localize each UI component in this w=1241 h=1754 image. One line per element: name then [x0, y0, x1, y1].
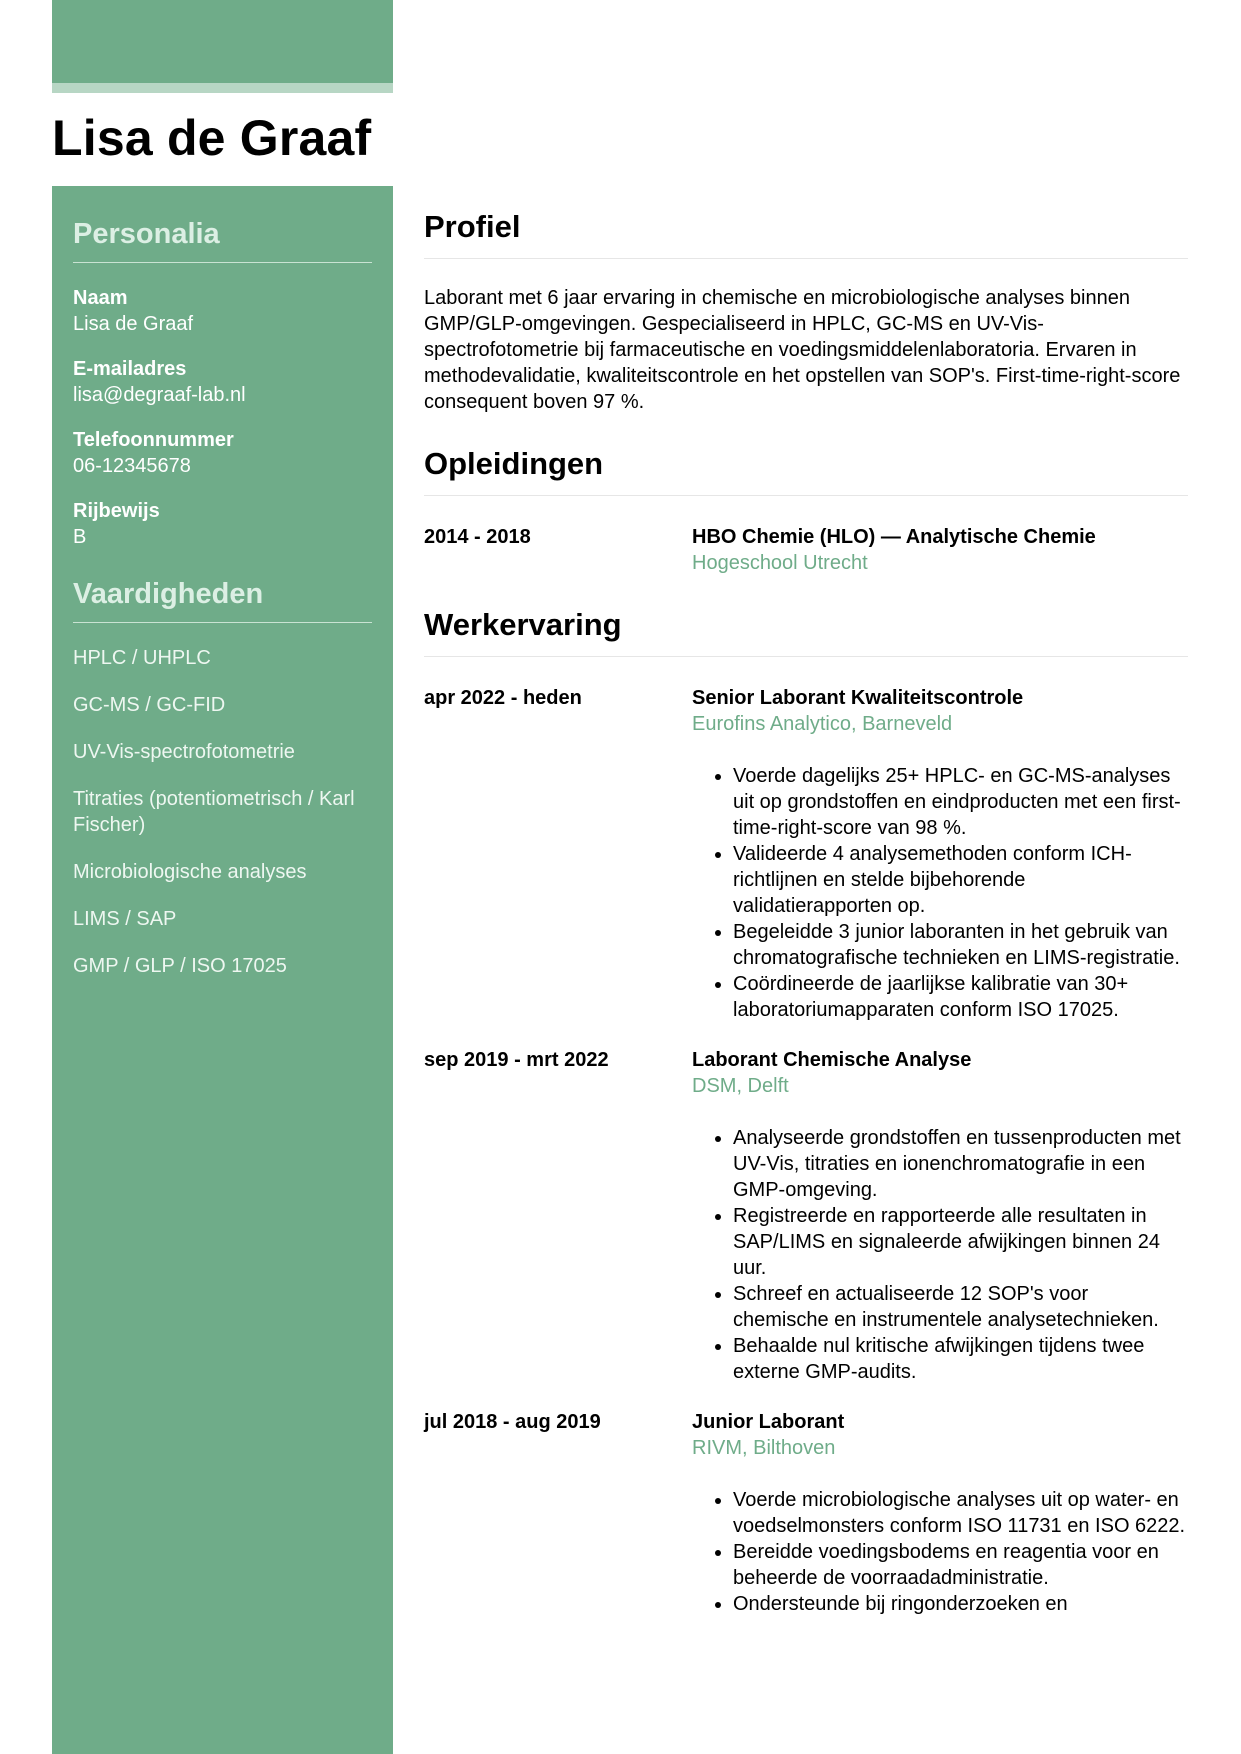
- personalia-item-telefoon: [73, 427, 372, 479]
- page-title: Lisa de Graaf: [52, 110, 372, 166]
- skill-item: HPLC / UHPLC: [73, 647, 211, 669]
- profile-section: [424, 208, 1188, 415]
- personalia-label: Naam: [73, 287, 128, 309]
- personalia-value: B: [73, 526, 87, 548]
- education-heading: Opleidingen: [424, 445, 1188, 496]
- personalia-value: Lisa de Graaf: [73, 313, 194, 335]
- sidebar-header-stripe: [52, 83, 393, 93]
- personalia-item-rijbewijs: [73, 498, 372, 550]
- entry-school: Hogeschool Utrecht: [692, 552, 868, 574]
- work-heading: Werkervaring: [424, 606, 1188, 657]
- entry-body: [692, 1409, 1188, 1617]
- sidebar-header-block: [52, 0, 393, 83]
- bullet-item: • Ondersteunde bij ringonderzoeken en: [733, 1591, 1188, 1617]
- personalia-list: [73, 285, 372, 550]
- bullet-item: • Analyseerde grondstoffen en tussenproducten met UV-Vis, titraties en ionenchromatografie in een GMP-omgeving.: [733, 1125, 1188, 1203]
- work-section: [424, 606, 1188, 1617]
- education-section: [424, 445, 1188, 576]
- work-entry: [424, 685, 1188, 1023]
- skills-list: [73, 645, 372, 979]
- profile-heading: Profiel: [424, 208, 1188, 259]
- entry-title: Laborant Chemische Analyse: [692, 1049, 972, 1071]
- bullet-item: • Begeleidde 3 junior laboranten in het gebruik van chromatografische technieken en LIMS-registratie.: [733, 919, 1188, 971]
- entry-body: [692, 685, 1188, 1023]
- entry-dates: apr 2022 - heden: [424, 687, 582, 709]
- skill-item: GC-MS / GC-FID: [73, 694, 226, 716]
- bullet-item: • Valideerde 4 analysemethoden conform ICH-richtlijnen en stelde bijbehorende validatierapporten op.: [733, 841, 1188, 919]
- entry-title: Senior Laborant Kwaliteitscontrole: [692, 687, 1024, 709]
- personalia-item-naam: [73, 285, 372, 337]
- personalia-label: Telefoonnummer: [73, 429, 234, 451]
- bullet-list: [692, 763, 1188, 1023]
- skill-item: Microbiologische analyses: [73, 861, 307, 883]
- skill-item: Titraties (potentiometrisch / Karl Fischer): [73, 788, 355, 836]
- work-entry: [424, 1047, 1188, 1385]
- work-entry: [424, 1409, 1188, 1617]
- bullet-item: • Voerde microbiologische analyses uit op water- en voedselmonsters conform ISO 11731 en ISO 6222.: [733, 1487, 1188, 1539]
- entry-company: Eurofins Analytico, Barneveld: [692, 713, 953, 735]
- personalia-value: lisa@degraaf-lab.nl: [73, 384, 246, 406]
- personalia-heading: Personalia: [73, 216, 372, 263]
- personalia-value: 06-12345678: [73, 455, 191, 477]
- skills-heading: Vaardigheden: [73, 576, 372, 623]
- main-content: [424, 208, 1188, 1617]
- skill-item: GMP / GLP / ISO 17025: [73, 955, 287, 977]
- entry-title: HBO Chemie (HLO) — Analytische Chemie: [692, 526, 1096, 548]
- bullet-list: [692, 1487, 1188, 1617]
- bullet-item: • Coördineerde de jaarlijkse kalibratie van 30+ laboratoriumapparaten conform ISO 17025.: [733, 971, 1188, 1023]
- personalia-label: Rijbewijs: [73, 500, 160, 522]
- bullet-list: [692, 1125, 1188, 1385]
- entry-dates: sep 2019 - mrt 2022: [424, 1049, 609, 1071]
- bullet-item: • Registreerde en rapporteerde alle resultaten in SAP/LIMS en signaleerde afwijkingen binnen 24 uur.: [733, 1203, 1188, 1281]
- entry-company: RIVM, Bilthoven: [692, 1437, 836, 1459]
- skill-item: LIMS / SAP: [73, 908, 177, 930]
- entry-dates: 2014 - 2018: [424, 526, 531, 548]
- bullet-item: • Voerde dagelijks 25+ HPLC- en GC-MS-analyses uit op grondstoffen en eindproducten met een first-time-right-score van 98 %.: [733, 763, 1188, 841]
- entry-dates: jul 2018 - aug 2019: [424, 1411, 601, 1433]
- sidebar: [52, 186, 393, 1754]
- entry-title: Junior Laborant: [692, 1411, 845, 1433]
- entry-body: [692, 524, 1188, 576]
- profile-text: Laborant met 6 jaar ervaring in chemische en microbiologische analyses binnen GMP/GLP-omgevingen. Gespecialiseerd in HPLC, GC-MS en UV-Vis-spectrofotometrie bij farmaceutische en voedingsmiddelenlaboratoria. Ervaren in methodevalidatie, kwaliteitscontrole en het opstellen van SOP's. First-time-right-score consequent boven 97 %.: [424, 287, 1181, 413]
- personalia-label: E-mailadres: [73, 358, 187, 380]
- personalia-item-email: [73, 356, 372, 408]
- bullet-item: • Bereidde voedingsbodems en reagentia voor en beheerde de voorraadadministratie.: [733, 1539, 1188, 1591]
- bullet-item: • Schreef en actualiseerde 12 SOP's voor chemische en instrumentele analysetechnieken.: [733, 1281, 1188, 1333]
- entry-company: DSM, Delft: [692, 1075, 789, 1097]
- bullet-item: • Behaalde nul kritische afwijkingen tijdens twee externe GMP-audits.: [733, 1333, 1188, 1385]
- education-entry: [424, 524, 1188, 576]
- entry-body: [692, 1047, 1188, 1385]
- skill-item: UV-Vis-spectrofotometrie: [73, 741, 295, 763]
